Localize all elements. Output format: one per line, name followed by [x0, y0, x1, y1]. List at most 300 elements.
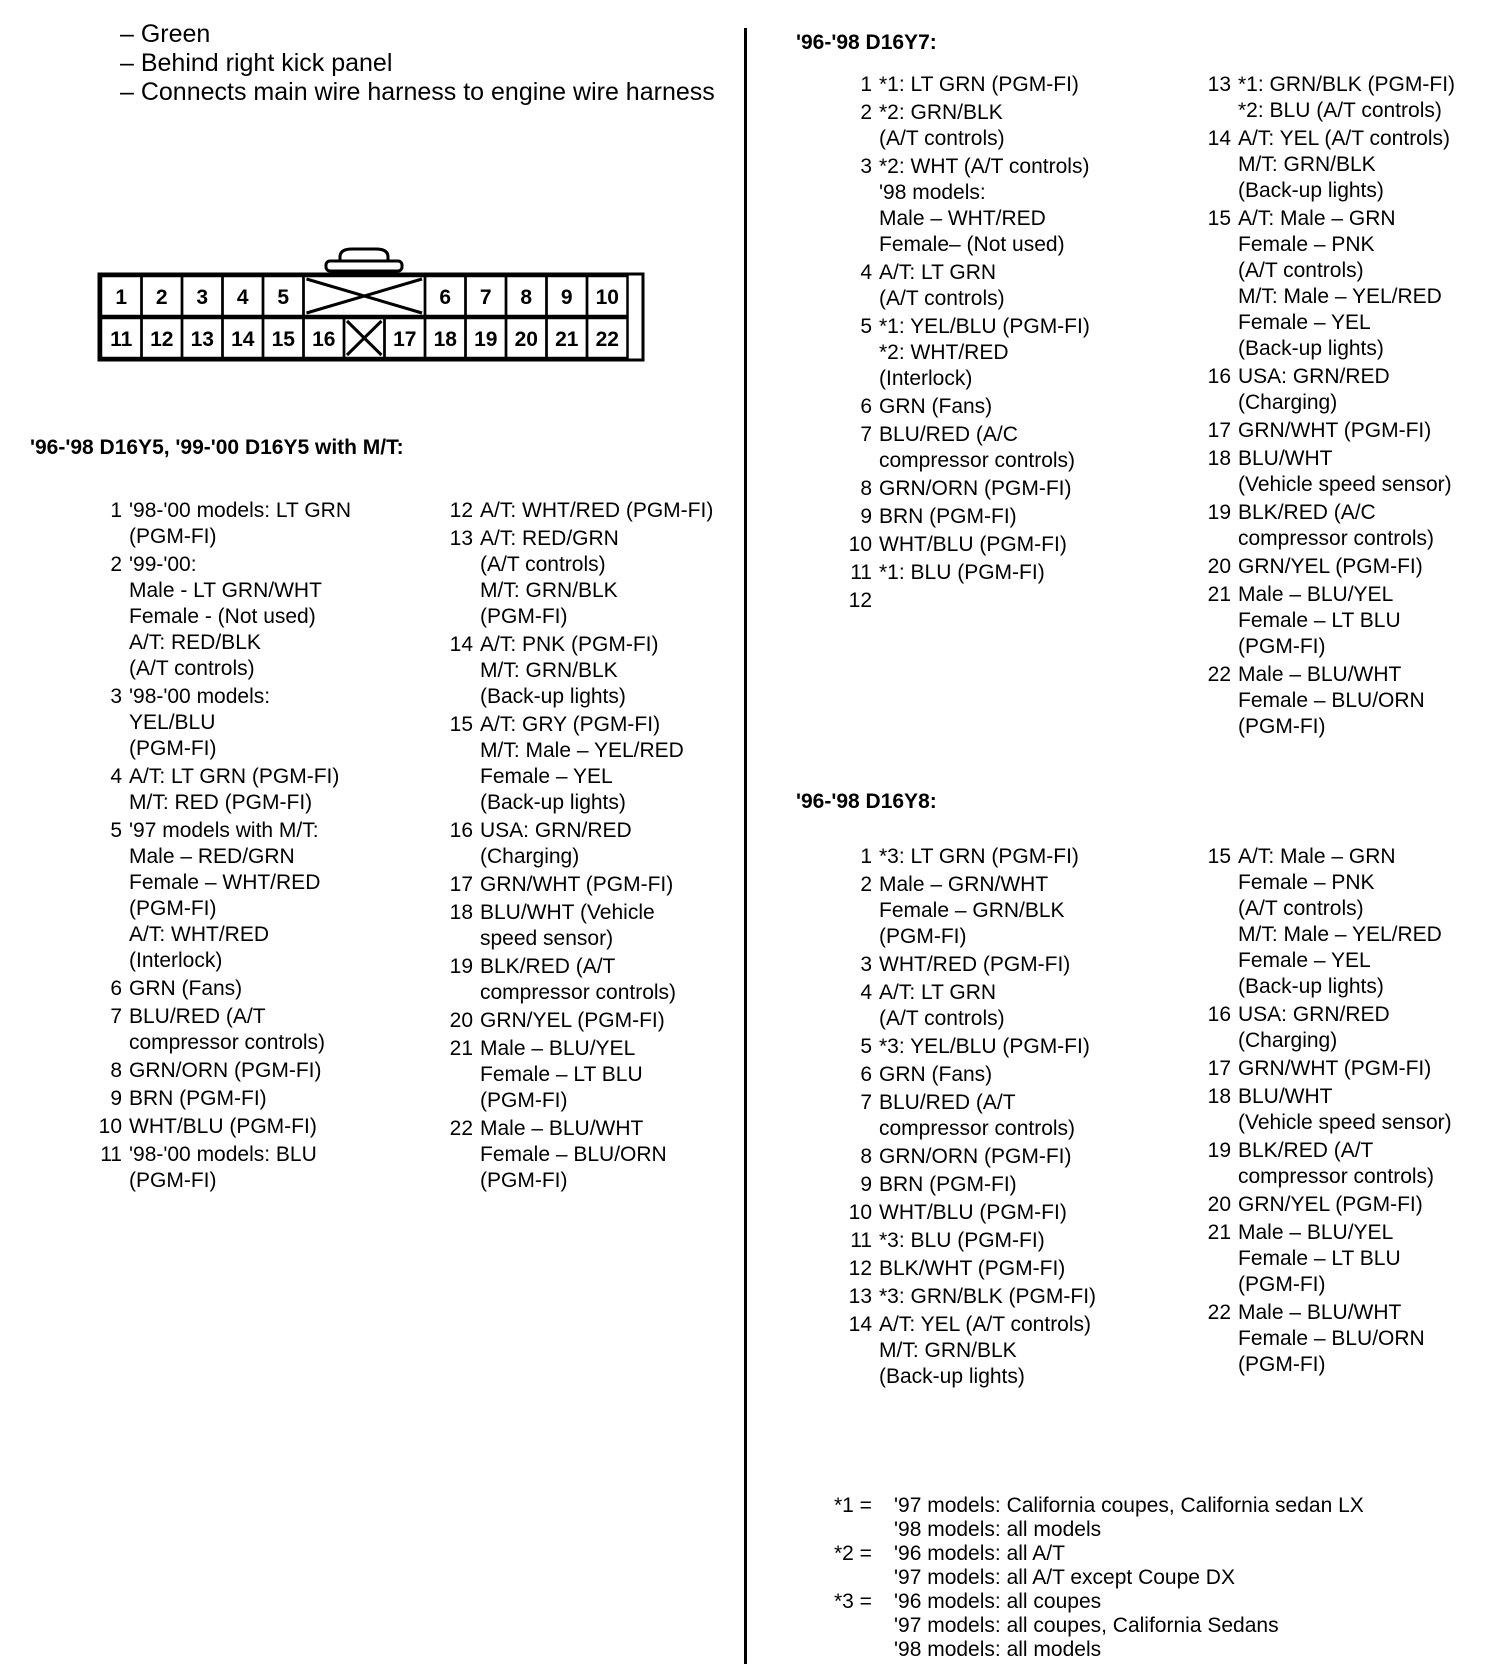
pin-description-line: (PGM-FI): [129, 737, 217, 760]
pin-description-line: BLK/RED (A/T: [480, 955, 616, 978]
pin-number: 9: [860, 505, 872, 528]
pin-entry: [96, 1114, 351, 1140]
pin-entry: [1195, 500, 1455, 552]
pin-entry: [1195, 1084, 1452, 1136]
pin-entry: [96, 552, 351, 682]
pin-number: 8: [860, 477, 872, 500]
connector-pin-label: 8: [520, 286, 533, 309]
pin-description: [1238, 418, 1431, 444]
pin-description-line: (Back-up lights): [480, 791, 626, 814]
pin-description: [129, 1086, 267, 1112]
connector-pin-label: 15: [271, 328, 295, 351]
pin-number: 20: [449, 1009, 473, 1032]
pin-description-line: Female – BLU/ORN: [1238, 689, 1425, 712]
pin-entry: [1195, 1002, 1452, 1054]
pin-description: [129, 1114, 317, 1140]
pin-number: 18: [449, 901, 473, 924]
connector-pin-label: 1: [115, 286, 128, 309]
pin-description-line: M/T: GRN/BLK: [480, 579, 618, 602]
pin-description-line: (Charging): [1238, 391, 1338, 414]
pin-description-line: (Back-up lights): [480, 685, 626, 708]
pin-description-line: Male – RED/GRN: [129, 845, 295, 868]
pin-entry: [836, 872, 1096, 950]
connector-pin-label: 13: [190, 328, 214, 351]
pin-description: [1238, 206, 1442, 362]
pin-entry: [1195, 364, 1455, 416]
pin-description-line: M/T: GRN/BLK: [1238, 153, 1376, 176]
pin-description-line: Male – BLU/YEL: [1238, 583, 1394, 606]
pin-number: 22: [1207, 1301, 1231, 1324]
footnote-key: *2 =: [834, 1542, 872, 1565]
pin-description-line: *3: LT GRN (PGM-FI): [879, 845, 1079, 868]
pin-number: 12: [848, 1257, 872, 1280]
pin-number: 13: [449, 527, 473, 550]
footnotes: [834, 1494, 1364, 1662]
connector-pin-label: 21: [555, 328, 579, 351]
pin-entry: [1195, 1220, 1452, 1298]
column-divider: [744, 28, 747, 1664]
pin-description-line: GRN/YEL (PGM-FI): [1238, 555, 1423, 578]
pin-list-d16y8-left: [836, 844, 1096, 1392]
footnote-text: [894, 1542, 1235, 1590]
pin-description: [129, 976, 242, 1002]
pin-description-line: (PGM-FI): [129, 525, 217, 548]
pin-description-line: *1: GRN/BLK (PGM-FI): [1238, 73, 1456, 96]
pin-entry: [1195, 206, 1455, 362]
pin-list-d16y5-left: [96, 498, 351, 1196]
pin-description-line: Female – BLU/ORN: [480, 1143, 667, 1166]
pin-description: [879, 72, 1079, 98]
pin-entry: [836, 1034, 1096, 1060]
pin-description: [129, 498, 351, 550]
pin-description-line: WHT/BLU (PGM-FI): [879, 1201, 1067, 1224]
connector-pin-label: 16: [312, 328, 336, 351]
pin-description-line: Male – BLU/WHT: [480, 1117, 644, 1140]
pin-number: 11: [850, 1229, 872, 1252]
pin-entry: [447, 900, 713, 952]
pin-description: [1238, 126, 1450, 204]
pin-description-line: '98-'00 models:: [129, 685, 271, 708]
pin-description-line: (PGM-FI): [129, 1169, 217, 1192]
pin-entry: [836, 980, 1096, 1032]
footnote-line: '98 models: all models: [894, 1638, 1102, 1661]
pin-description-line: (Interlock): [879, 367, 973, 390]
pin-description-line: BLU/RED (A/T: [879, 1091, 1016, 1114]
pin-number: 12: [848, 589, 872, 612]
pin-number: 2: [860, 873, 872, 896]
pin-description-line: Female– (Not used): [879, 233, 1065, 256]
pin-list-d16y7-left: [836, 72, 1090, 616]
footnote-key: *1 =: [834, 1494, 872, 1517]
pin-description-line: (A/T controls): [129, 657, 255, 680]
pin-number: 10: [98, 1115, 122, 1138]
pin-description-line: GRN (Fans): [129, 977, 243, 1000]
pin-description: [879, 314, 1090, 392]
pin-description-line: Female – PNK: [1238, 871, 1375, 894]
pin-description: [129, 552, 322, 682]
pin-entry: [1195, 1056, 1452, 1082]
pin-entry: [836, 844, 1096, 870]
pin-description-line: WHT/BLU (PGM-FI): [879, 533, 1067, 556]
pin-description-line: *3: GRN/BLK (PGM-FI): [879, 1285, 1097, 1308]
pin-number: 6: [860, 395, 872, 418]
pin-description-line: (Back-up lights): [1238, 337, 1384, 360]
pin-description-line: BRN (PGM-FI): [879, 505, 1017, 528]
pin-entry: [96, 1086, 351, 1112]
pin-description-line: (Vehicle speed sensor): [1238, 473, 1452, 496]
footnote-line: '96 models: all coupes: [894, 1590, 1102, 1613]
pin-entry: [1195, 446, 1455, 498]
pin-entry: [836, 504, 1090, 530]
pin-number: 11: [100, 1143, 122, 1166]
intro-line: – Connects main wire harness to engine wire harness: [120, 78, 715, 106]
pin-number: 3: [860, 953, 872, 976]
pin-number: 4: [860, 981, 872, 1004]
connector-pin-label: 9: [560, 286, 573, 309]
pin-description: [879, 100, 1005, 152]
pin-description-line: BLU/WHT: [1238, 447, 1333, 470]
pin-description: [1238, 446, 1452, 498]
pin-description: [879, 1312, 1091, 1390]
pin-entry: [1195, 418, 1455, 444]
pin-description: [1238, 1138, 1434, 1190]
pin-description: [879, 1200, 1067, 1226]
pin-description: [879, 1090, 1075, 1142]
pin-description: [480, 1116, 667, 1194]
pin-number: 7: [860, 423, 872, 446]
footnote-line: '97 models: California coupes, California sedan LX: [894, 1494, 1364, 1517]
footnote: [834, 1590, 1364, 1662]
pin-number: 5: [860, 1035, 872, 1058]
pin-description-line: (PGM-FI): [1238, 1273, 1326, 1296]
pin-description: [879, 260, 1005, 312]
pin-description-line: A/T: LT GRN: [879, 981, 997, 1004]
pin-description: [480, 1036, 643, 1114]
pin-number: 2: [110, 553, 122, 576]
pin-description-line: (PGM-FI): [480, 1169, 568, 1192]
pin-description-line: (Vehicle speed sensor): [1238, 1111, 1452, 1134]
pin-description-line: Male – BLU/YEL: [1238, 1221, 1394, 1244]
pin-entry: [836, 1228, 1096, 1254]
pin-list-d16y5-right: [447, 498, 713, 1196]
pin-description-line: (Back-up lights): [879, 1365, 1025, 1388]
pin-description-line: GRN/ORN (PGM-FI): [879, 1145, 1072, 1168]
pin-description-line: M/T: GRN/BLK: [480, 659, 618, 682]
intro-line: – Green: [120, 20, 211, 48]
pin-description-line: M/T: RED (PGM-FI): [129, 791, 313, 814]
connector-pin-label: 4: [236, 286, 249, 309]
pin-description-line: (PGM-FI): [879, 925, 967, 948]
pin-description-line: *2: BLU (A/T controls): [1238, 99, 1442, 122]
pin-description-line: (PGM-FI): [1238, 635, 1326, 658]
pin-description: [879, 476, 1071, 502]
pin-description: [480, 526, 619, 630]
pin-number: 13: [1207, 73, 1231, 96]
pin-description-line: Female – YEL: [1238, 311, 1371, 334]
pin-entry: [96, 498, 351, 550]
pin-description-line: GRN/WHT (PGM-FI): [1238, 1057, 1432, 1080]
pin-description-line: *2: GRN/BLK: [879, 101, 1003, 124]
connector-pin-label: 20: [514, 328, 538, 351]
footnote-line: '97 models: all coupes, California Sedans: [894, 1614, 1279, 1637]
pin-entry: [836, 532, 1090, 558]
pin-entry: [836, 952, 1096, 978]
pin-description-line: *2: WHT/RED: [879, 341, 1009, 364]
pin-description: [879, 154, 1089, 258]
pin-description: [129, 764, 339, 816]
connector-pin-label: 18: [433, 328, 457, 351]
pin-description-line: (A/T controls): [1238, 897, 1364, 920]
section-title-d16y7: '96-'98 D16Y7:: [796, 31, 937, 54]
pin-description-line: BLK/RED (A/C: [1238, 501, 1376, 524]
pin-description-line: compressor controls): [1238, 1165, 1435, 1188]
pin-description-line: Female – LT BLU: [1238, 609, 1401, 632]
pin-description-line: WHT/BLU (PGM-FI): [129, 1115, 317, 1138]
pin-description: [1238, 844, 1442, 1000]
pin-description-line: *2: WHT (A/T controls): [879, 155, 1090, 178]
pin-description-line: A/T: RED/GRN: [480, 527, 619, 550]
pin-description-line: (A/T controls): [879, 287, 1005, 310]
pin-number: 21: [449, 1037, 473, 1060]
pin-list-d16y8-right: [1195, 844, 1452, 1380]
pin-description-line: compressor controls): [129, 1031, 326, 1054]
pin-entry: [836, 314, 1090, 392]
pin-description: [879, 394, 992, 420]
pin-description-line: (PGM-FI): [1238, 715, 1326, 738]
pin-entry: [836, 422, 1090, 474]
pin-number: 12: [449, 499, 473, 522]
pin-description-line: WHT/RED (PGM-FI): [879, 953, 1071, 976]
connector-pin-label: 6: [439, 286, 452, 309]
pin-entry: [836, 1284, 1096, 1310]
pin-description-line: M/T: Male – YEL/RED: [1238, 285, 1442, 308]
pin-number: 14: [449, 633, 473, 656]
pin-description-line: (PGM-FI): [480, 1089, 568, 1112]
pin-description-line: M/T: Male – YEL/RED: [480, 739, 684, 762]
pin-description-line: Male – BLU/WHT: [1238, 663, 1402, 686]
pin-number: 16: [1207, 1003, 1231, 1026]
pin-description-line: YEL/BLU: [129, 711, 216, 734]
pin-number: 19: [1207, 501, 1231, 524]
pin-description-line: (A/T controls): [480, 553, 606, 576]
pin-description: [1238, 1192, 1423, 1218]
pin-entry: [1195, 554, 1455, 580]
pin-number: 17: [449, 873, 473, 896]
pin-number: 6: [110, 977, 122, 1000]
pin-description: [879, 980, 1005, 1032]
pin-entry: [447, 712, 713, 816]
pin-entry: [447, 498, 713, 524]
pin-description-line: A/T: GRY (PGM-FI): [480, 713, 661, 736]
pin-description-line: (Back-up lights): [1238, 975, 1384, 998]
pin-description: [879, 1144, 1071, 1170]
pin-description-line: USA: GRN/RED: [1238, 1003, 1390, 1026]
footnote-line: '98 models: all models: [894, 1518, 1102, 1541]
pin-number: 6: [860, 1063, 872, 1086]
pin-entry: [836, 1256, 1096, 1282]
pin-description: [129, 1004, 325, 1056]
pin-description-line: BLU/WHT: [1238, 1085, 1333, 1108]
pin-description-line: Female – YEL: [480, 765, 613, 788]
footnote-text: [894, 1494, 1364, 1542]
pin-description-line: BLU/RED (A/C: [879, 423, 1018, 446]
pin-number: 18: [1207, 1085, 1231, 1108]
pin-description-line: GRN (Fans): [879, 395, 993, 418]
pin-description: [129, 818, 320, 974]
pin-description-line: *3: YEL/BLU (PGM-FI): [879, 1035, 1090, 1058]
pin-description: [1238, 500, 1434, 552]
pin-entry: [1195, 1138, 1452, 1190]
pin-description: [1238, 1084, 1452, 1136]
pin-entry: [836, 560, 1090, 586]
pin-entry: [96, 818, 351, 974]
pin-description-line: GRN/YEL (PGM-FI): [480, 1009, 665, 1032]
pin-entry: [447, 954, 713, 1006]
pin-number: 10: [848, 533, 872, 556]
pin-description-line: *1: LT GRN (PGM-FI): [879, 73, 1079, 96]
pin-description: [480, 632, 659, 710]
pin-number: 15: [1207, 207, 1231, 230]
pin-entry: [836, 394, 1090, 420]
pin-number: 22: [449, 1117, 473, 1140]
pin-description: [879, 952, 1070, 978]
pin-entry: [447, 1116, 713, 1194]
pin-entry: [1195, 126, 1455, 204]
pin-description: [1238, 1056, 1431, 1082]
pin-number: 14: [1207, 127, 1231, 150]
footnote: [834, 1494, 1364, 1542]
pin-description: [129, 684, 270, 762]
unused-cavity-x-mark: [307, 279, 423, 313]
pin-list-d16y7-right: [1195, 72, 1455, 742]
pin-entry: [1195, 662, 1455, 740]
pin-number: 14: [848, 1313, 872, 1336]
pin-description-line: Female – LT BLU: [1238, 1247, 1401, 1270]
pin-description: [1238, 582, 1401, 660]
pin-description-line: compressor controls): [1238, 527, 1435, 550]
pin-description-line: [879, 588, 885, 614]
pin-description: [480, 712, 684, 816]
pin-number: 9: [860, 1173, 872, 1196]
pin-description: [480, 1008, 665, 1034]
pin-number: 4: [110, 765, 122, 788]
pin-description: [879, 1256, 1065, 1282]
pin-entry: [96, 684, 351, 762]
connector-pin-label: 5: [277, 286, 290, 309]
pin-entry: [836, 588, 1090, 614]
connector-pin-label: 7: [479, 286, 492, 309]
pin-description-line: *1: BLU (PGM-FI): [879, 561, 1045, 584]
pin-entry: [1195, 72, 1455, 124]
pin-description-line: '99-'00:: [129, 553, 197, 576]
connector-pin-label: 19: [474, 328, 498, 351]
pin-number: 9: [110, 1087, 122, 1110]
pin-number: 1: [110, 499, 122, 522]
pin-description-line: BLK/RED (A/T: [1238, 1139, 1374, 1162]
pin-description-line: (PGM-FI): [480, 605, 568, 628]
pin-entry: [447, 872, 713, 898]
pin-entry: [447, 1008, 713, 1034]
pin-entry: [836, 1090, 1096, 1142]
pin-entry: [447, 632, 713, 710]
pin-description: [879, 504, 1017, 530]
pin-entry: [447, 526, 713, 630]
connector-pin-label: 12: [150, 328, 174, 351]
pin-entry: [1195, 1192, 1452, 1218]
pin-number: 15: [449, 713, 473, 736]
pin-number: 21: [1207, 1221, 1231, 1244]
pin-description: [879, 1228, 1045, 1254]
pin-number: 18: [1207, 447, 1231, 470]
pin-description: [1238, 364, 1390, 416]
pin-description: [480, 954, 676, 1006]
footnote-text: [894, 1590, 1279, 1662]
pin-description: [879, 1062, 992, 1088]
pin-number: 22: [1207, 663, 1231, 686]
pin-entry: [1195, 844, 1452, 1000]
pin-description-line: '97 models with M/T:: [129, 819, 319, 842]
pin-number: 8: [110, 1059, 122, 1082]
pin-number: 20: [1207, 1193, 1231, 1216]
pin-description-line: USA: GRN/RED: [1238, 365, 1390, 388]
connector-pin-label: 17: [393, 328, 417, 351]
unused-cavity-x-mark: [347, 321, 382, 355]
pin-description-line: M/T: GRN/BLK: [879, 1339, 1017, 1362]
pin-description-line: Male – BLU/WHT: [1238, 1301, 1402, 1324]
pin-number: 13: [848, 1285, 872, 1308]
pin-description-line: *1: YEL/BLU (PGM-FI): [879, 315, 1090, 338]
pin-description: [1238, 1002, 1390, 1054]
pin-number: 11: [850, 561, 872, 584]
pin-number: 17: [1207, 419, 1231, 442]
pin-number: 16: [449, 819, 473, 842]
pin-number: 19: [449, 955, 473, 978]
pin-description-line: '98-'00 models: BLU: [129, 1143, 317, 1166]
pin-description: [1238, 1220, 1401, 1298]
pin-number: 7: [110, 1005, 122, 1028]
connector-pin-label: 14: [231, 328, 255, 351]
pin-description-line: A/T: Male – GRN: [1238, 845, 1396, 868]
pin-number: 17: [1207, 1057, 1231, 1080]
pin-description: [1238, 662, 1425, 740]
pin-number: 2: [860, 101, 872, 124]
pin-description-line: A/T: WHT/RED (PGM-FI): [480, 499, 714, 522]
intro-notes: [120, 20, 715, 107]
pin-entry: [836, 260, 1090, 312]
pin-description-line: Female - (Not used): [129, 605, 316, 628]
pin-description-line: Male - LT GRN/WHT: [129, 579, 322, 602]
connector-pin-label: 22: [595, 328, 619, 351]
footnote-line: '97 models: all A/T except Coupe DX: [894, 1566, 1235, 1589]
pin-entry: [1195, 582, 1455, 660]
pin-description-line: GRN/YEL (PGM-FI): [1238, 1193, 1423, 1216]
pin-entry: [1195, 1300, 1452, 1378]
pin-description-line: BLU/WHT (Vehicle: [480, 901, 655, 924]
pin-number: 5: [860, 315, 872, 338]
pin-description-line: A/T: LT GRN: [879, 261, 997, 284]
pin-entry: [836, 1062, 1096, 1088]
pin-description: [879, 588, 885, 614]
pin-description-line: '98-'00 models: LT GRN: [129, 499, 351, 522]
pin-entry: [836, 154, 1090, 258]
pin-number: 3: [110, 685, 122, 708]
pin-description-line: Male – GRN/WHT: [879, 873, 1049, 896]
pin-number: 4: [860, 261, 872, 284]
pin-number: 8: [860, 1145, 872, 1168]
pin-description: [879, 1284, 1096, 1310]
pin-description-line: BLK/WHT (PGM-FI): [879, 1257, 1066, 1280]
pin-entry: [96, 764, 351, 816]
